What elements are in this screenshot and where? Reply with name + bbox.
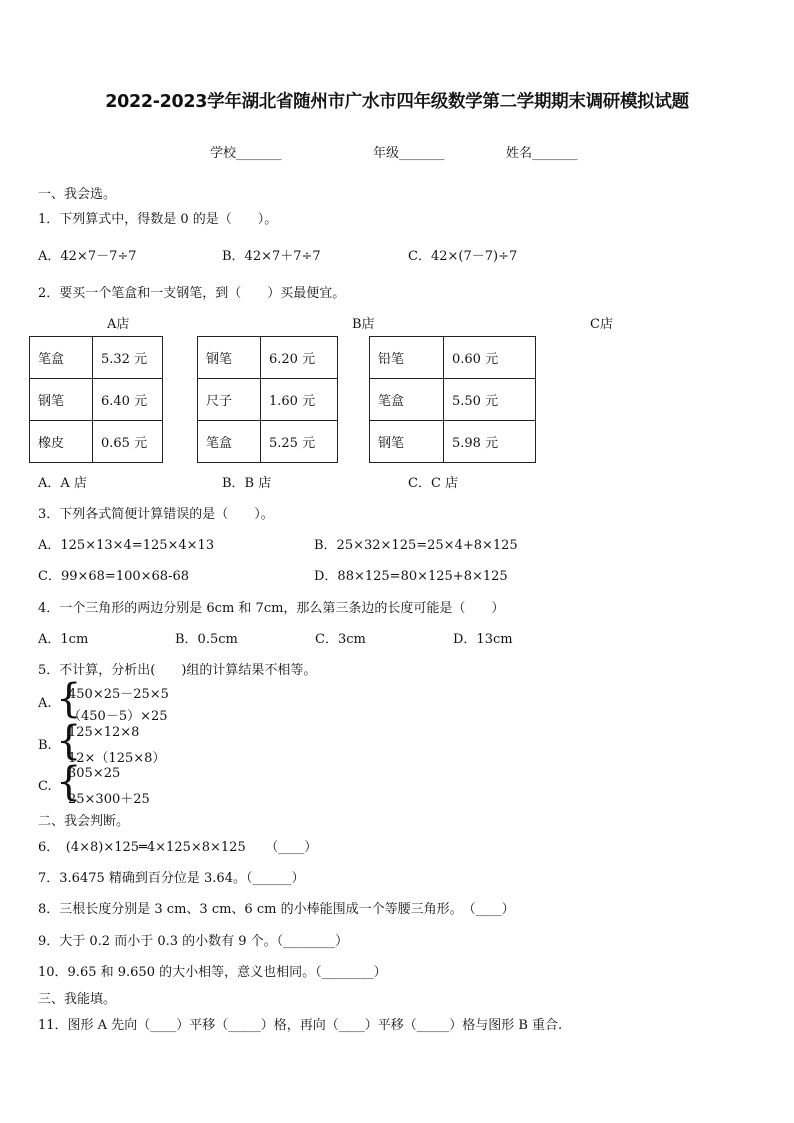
page-title: 2022-2023学年湖北省随州市广水市四年级数学第二学期期末调研模拟试题	[105, 92, 689, 112]
question-10: 10．9.65 和 9.650 的大小相等，意义也相同。（________）	[38, 965, 387, 980]
brace-icon: {	[56, 718, 82, 764]
item-cell: 笔盒	[30, 337, 93, 379]
item-cell: 钢笔	[370, 421, 444, 463]
expression: 12×（125×8）	[68, 751, 166, 766]
name-field: 姓名_______	[506, 146, 578, 161]
question-2-stem: 2．要买一个笔盒和一支钢笔，到（ ）买最便宜。	[38, 286, 346, 301]
price-cell: 5.32 元	[93, 337, 163, 379]
question-4-option-d: D．13cm	[453, 632, 513, 647]
question-3-option-b: B．25×32×125=25×4+8×125	[314, 538, 518, 553]
question-4-stem: 4．一个三角形的两边分别是 6cm 和 7cm，那么第三条边的长度可能是（ ）	[38, 601, 505, 616]
item-cell: 笔盒	[198, 421, 261, 463]
question-5-option-a-group	[56, 676, 216, 724]
question-1-option-c: C．42×(7－7)÷7	[408, 249, 518, 264]
question-5-option-c-label: C.	[38, 779, 52, 794]
question-5-option-c-group	[56, 759, 216, 807]
price-cell: 5.50 元	[444, 379, 536, 421]
price-cell: 5.25 元	[261, 421, 338, 463]
question-5-option-a-label: A.	[38, 696, 52, 711]
grade-field: 年级_______	[373, 146, 445, 161]
question-1-option-a: A．42×7－7÷7	[38, 249, 137, 264]
question-3-option-c: C．99×68=100×68-68	[38, 569, 189, 584]
table-row	[30, 379, 163, 421]
shop-b-price-table	[197, 336, 338, 463]
question-4-option-a: A．1cm	[38, 632, 89, 647]
table-row	[370, 421, 536, 463]
question-6: 6． (4×8)×125═4×125×8×125 （____）	[38, 840, 318, 855]
table-row	[30, 421, 163, 463]
school-field: 学校_______	[210, 146, 282, 161]
question-4-option-b: B．0.5cm	[175, 632, 238, 647]
price-cell: 1.60 元	[261, 379, 338, 421]
shop-b-label: B店	[352, 317, 375, 332]
table-row	[370, 337, 536, 379]
price-cell: 0.65 元	[93, 421, 163, 463]
question-3-option-d: D．88×125=80×125+8×125	[314, 569, 508, 584]
expression: 125×12×8	[68, 725, 140, 740]
item-cell: 橡皮	[30, 421, 93, 463]
shop-a-price-table	[29, 336, 163, 463]
price-cell: 0.60 元	[444, 337, 536, 379]
item-cell: 钢笔	[198, 337, 261, 379]
question-11: 11．图形 A 先向（____）平移（_____）格，再向（____）平移（_____）格与图形 B 重合.	[38, 1018, 563, 1033]
question-2-option-c: C．C 店	[408, 476, 459, 491]
expression: 450×25－25×5	[68, 687, 169, 702]
question-5-option-b-label: B.	[38, 738, 52, 753]
question-1-stem: 1．下列算式中，得数是 0 的是（ ）。	[38, 212, 278, 227]
price-cell: 6.20 元	[261, 337, 338, 379]
brace-icon: {	[56, 676, 82, 722]
question-1-option-b: B．42×7＋7÷7	[222, 249, 321, 264]
question-2-option-b: B．B 店	[222, 476, 272, 491]
question-5-stem: 5．不计算，分析出( )组的计算结果不相等。	[38, 663, 317, 678]
section-heading-2: 二、我会判断。	[38, 814, 130, 829]
price-cell: 5.98 元	[444, 421, 536, 463]
question-7: 7．3.6475 精确到百分位是 3.64。（______）	[38, 871, 305, 886]
shop-c-price-table	[369, 336, 536, 463]
item-cell: 笔盒	[370, 379, 444, 421]
table-row	[198, 379, 338, 421]
question-3-option-a: A．125×13×4=125×4×13	[38, 538, 215, 553]
question-4-option-c: C．3cm	[315, 632, 366, 647]
expression: 25×300＋25	[68, 792, 150, 807]
question-8: 8．三根长度分别是 3 cm、3 cm、6 cm 的小棒能围成一个等腰三角形。 （____）	[38, 902, 515, 917]
shop-a-label: A店	[107, 317, 130, 332]
expression: 305×25	[68, 766, 121, 781]
brace-icon: {	[56, 759, 82, 805]
item-cell: 尺子	[198, 379, 261, 421]
table-row	[198, 337, 338, 379]
question-2-option-a: A．A 店	[38, 476, 87, 491]
expression: （450－5）×25	[68, 709, 168, 724]
shop-c-label: C店	[590, 317, 613, 332]
item-cell: 钢笔	[30, 379, 93, 421]
table-row	[370, 379, 536, 421]
price-cell: 6.40 元	[93, 379, 163, 421]
table-row	[30, 337, 163, 379]
section-heading-3: 三、我能填。	[38, 992, 117, 1007]
section-heading-1: 一、我会选。	[38, 187, 117, 202]
question-3-stem: 3．下列各式简便计算错误的是（ ）。	[38, 507, 274, 522]
table-row	[198, 421, 338, 463]
item-cell: 铅笔	[370, 337, 444, 379]
question-9: 9．大于 0.2 而小于 0.3 的小数有 9 个。（________）	[38, 934, 349, 949]
